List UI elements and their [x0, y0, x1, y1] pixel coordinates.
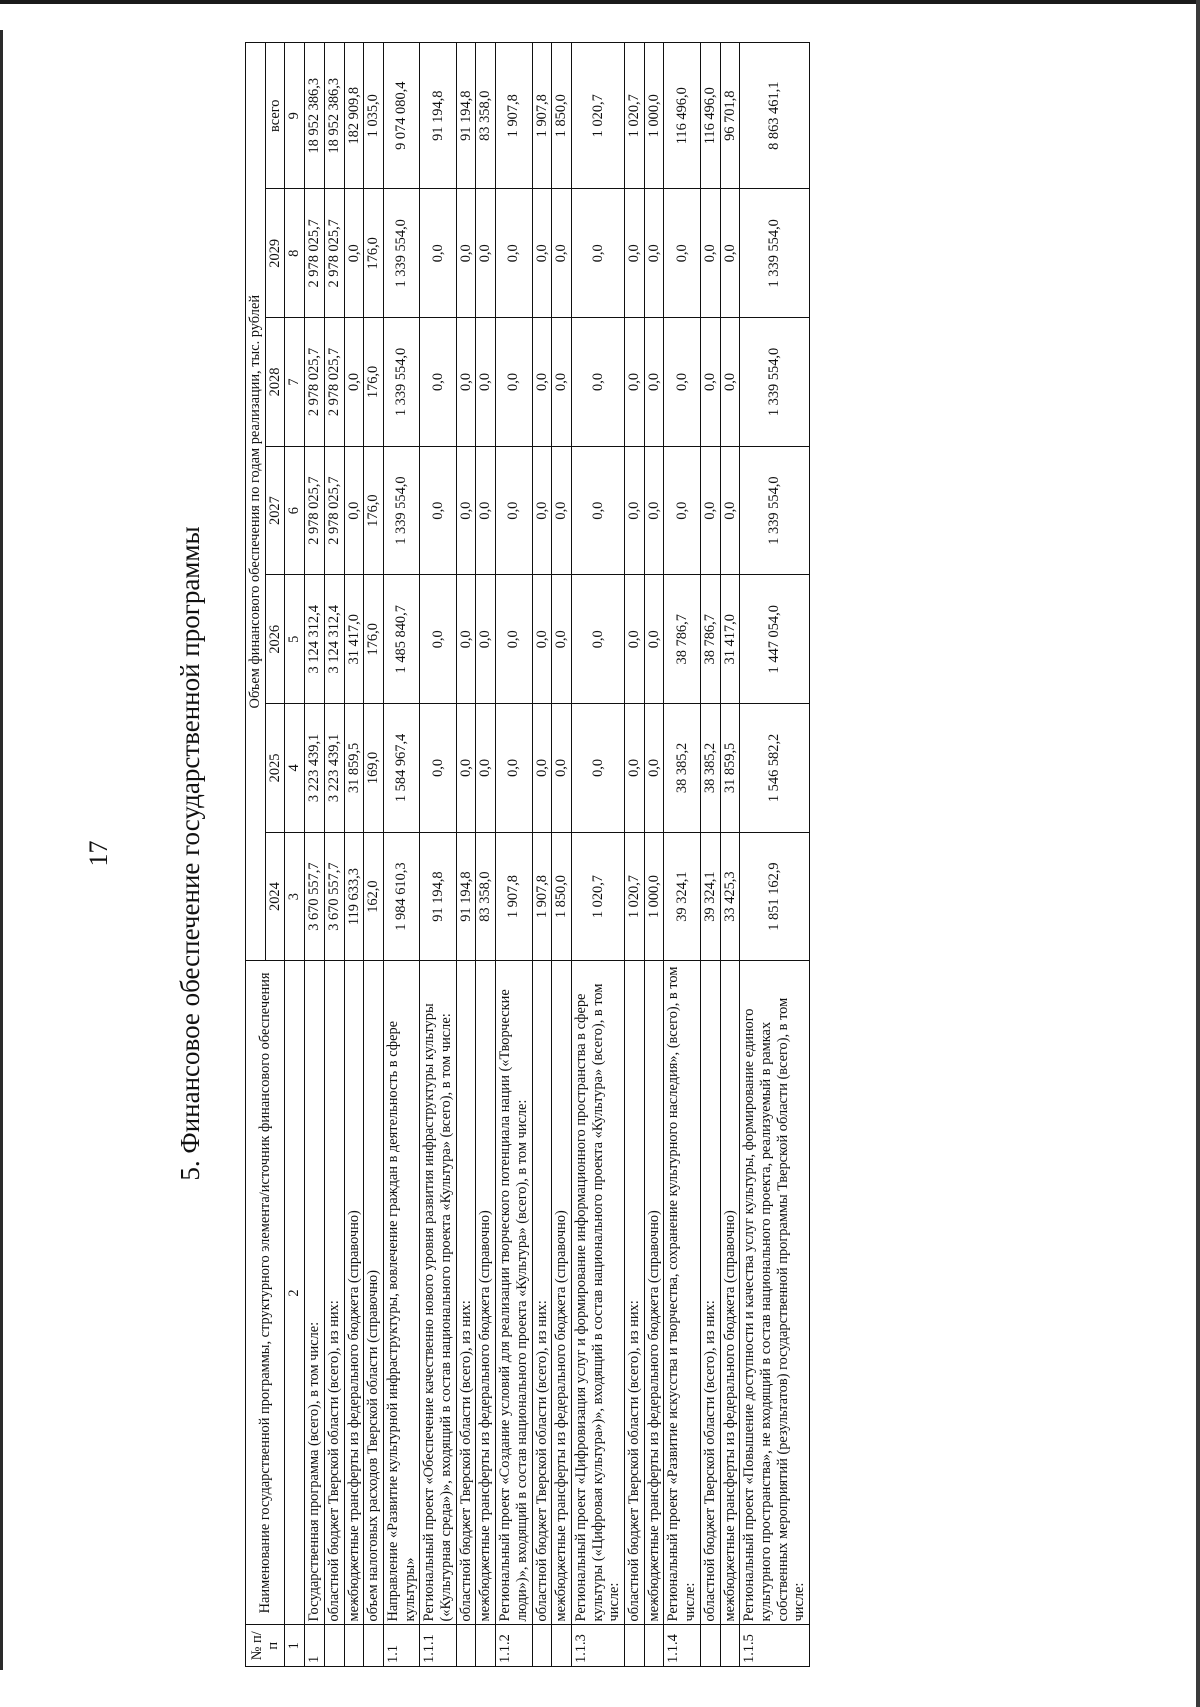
row-year-value: 0,0 — [420, 446, 456, 575]
row-year-value: 176,0 — [364, 189, 384, 318]
column-number: 1 — [285, 1625, 305, 1667]
table-row — [700, 43, 720, 1667]
row-number: 1 — [305, 1625, 325, 1667]
row-year-value: 0,0 — [720, 189, 740, 318]
column-number: 5 — [285, 575, 305, 704]
row-year-value: 0,0 — [571, 446, 624, 575]
row-year-value: 0,0 — [625, 189, 645, 318]
row-year-value: 0,0 — [700, 189, 720, 318]
row-year-value: 0,0 — [644, 446, 664, 575]
row-year-value: 2 978 025,7 — [324, 189, 344, 318]
row-number: 1.1.1 — [420, 1625, 456, 1667]
row-year-value: 162,0 — [364, 832, 384, 961]
header-funding-group: Объем финансового обеспечения по годам реализации, тыс. рублей — [246, 43, 266, 961]
section-title: 5. Финансовое обеспечение государственной программы — [175, 526, 205, 1181]
row-year-value: 0,0 — [700, 318, 720, 447]
row-total-value: 1 907,8 — [532, 43, 552, 189]
row-year-value: 1 447 054,0 — [740, 575, 810, 704]
row-name: Направление «Развитие культурной инфраструктуры, вовлечение граждан в деятельность в сфере культуры» — [383, 961, 419, 1625]
row-number: 1.1.5 — [740, 1625, 810, 1667]
row-total-value: 83 358,0 — [476, 43, 496, 189]
row-year-value: 0,0 — [720, 318, 740, 447]
row-year-value: 0,0 — [344, 318, 364, 447]
table-row — [625, 43, 645, 1667]
column-number: 7 — [285, 318, 305, 447]
table-row — [644, 43, 664, 1667]
row-year-value: 2 978 025,7 — [305, 318, 325, 447]
row-year-value: 3 124 312,4 — [305, 575, 325, 704]
row-name: Региональный проект «Развитие искусства и творчества, сохранение культурного наследия», (всего), в том числе: — [664, 961, 700, 1625]
row-year-value: 3 124 312,4 — [324, 575, 344, 704]
table-row — [364, 43, 384, 1667]
row-number: 1.1.2 — [496, 1625, 532, 1667]
row-number — [532, 1625, 552, 1667]
table-row — [456, 43, 476, 1667]
row-year-value: 1 907,8 — [496, 832, 532, 961]
row-year-value: 1 485 840,7 — [383, 575, 419, 704]
table-row — [383, 43, 419, 1667]
row-year-value: 0,0 — [456, 704, 476, 833]
column-number: 9 — [285, 43, 305, 189]
row-year-value: 33 425,3 — [720, 832, 740, 961]
row-year-value: 0,0 — [532, 704, 552, 833]
row-number — [644, 1625, 664, 1667]
row-year-value: 0,0 — [571, 318, 624, 447]
row-year-value: 1 339 554,0 — [740, 318, 810, 447]
row-name: областной бюджет Тверской области (всего), из них: — [532, 961, 552, 1625]
row-year-value: 176,0 — [364, 446, 384, 575]
table-row — [552, 43, 572, 1667]
row-year-value: 0,0 — [496, 318, 532, 447]
row-name: Региональный проект «Цифровизация услуг и формирование информационного пространства в сфере культуры («Цифровая культура»)», входящий в состав национального проекта «Культура» (всего), в том числе: — [571, 961, 624, 1625]
row-total-value: 182 909,8 — [344, 43, 364, 189]
row-year-value: 0,0 — [552, 575, 572, 704]
row-number: 1.1 — [383, 1625, 419, 1667]
row-year-value: 83 358,0 — [476, 832, 496, 961]
row-year-value: 0,0 — [496, 189, 532, 318]
table-row — [740, 43, 810, 1667]
header-year: 2026 — [265, 575, 285, 704]
row-year-value: 1 546 582,2 — [740, 704, 810, 833]
page-number: 17 — [84, 840, 113, 867]
row-year-value: 0,0 — [664, 318, 700, 447]
table-row — [496, 43, 532, 1667]
row-year-value: 119 633,3 — [344, 832, 364, 961]
row-total-value: 96 701,8 — [720, 43, 740, 189]
row-name: Региональный проект «Создание условий для реализации творческого потенциала нации («Творческие люди»)», входящий в состав национального проекта «Культура» (всего), в том числе: — [496, 961, 532, 1625]
row-name: объем налоговых расходов Тверской области (справочно) — [364, 961, 384, 1625]
row-total-value: 1 907,8 — [496, 43, 532, 189]
row-year-value: 3 223 439,1 — [305, 704, 325, 833]
row-year-value: 1 339 554,0 — [383, 189, 419, 318]
row-year-value: 3 223 439,1 — [324, 704, 344, 833]
row-year-value: 0,0 — [625, 704, 645, 833]
row-year-value: 1 020,7 — [625, 832, 645, 961]
row-number: 1.1.4 — [664, 1625, 700, 1667]
row-year-value: 31 417,0 — [720, 575, 740, 704]
row-year-value: 0,0 — [456, 575, 476, 704]
row-name: областной бюджет Тверской области (всего), из них: — [625, 961, 645, 1625]
row-year-value: 3 670 557,7 — [305, 832, 325, 961]
row-year-value: 31 417,0 — [344, 575, 364, 704]
row-number: 1.1.3 — [571, 1625, 624, 1667]
row-number — [364, 1625, 384, 1667]
row-name: межбюджетные трансферты из федерального бюджета (справочно) — [720, 961, 740, 1625]
row-year-value: 1 850,0 — [552, 832, 572, 961]
row-year-value: 1 339 554,0 — [383, 318, 419, 447]
row-year-value: 0,0 — [664, 446, 700, 575]
row-number — [720, 1625, 740, 1667]
table-row — [532, 43, 552, 1667]
row-year-value: 0,0 — [664, 189, 700, 318]
row-year-value: 38 786,7 — [700, 575, 720, 704]
row-year-value: 0,0 — [420, 575, 456, 704]
row-year-value: 0,0 — [571, 704, 624, 833]
row-year-value: 0,0 — [420, 189, 456, 318]
row-year-value: 0,0 — [625, 318, 645, 447]
row-year-value: 0,0 — [552, 318, 572, 447]
table-body — [285, 43, 810, 1667]
row-year-value: 0,0 — [476, 704, 496, 833]
row-year-value: 1 020,7 — [571, 832, 624, 961]
row-year-value: 2 978 025,7 — [324, 446, 344, 575]
row-year-value: 0,0 — [644, 189, 664, 318]
header-total: всего — [265, 43, 285, 189]
row-number — [476, 1625, 496, 1667]
row-total-value: 1 020,7 — [571, 43, 624, 189]
row-year-value: 0,0 — [344, 446, 364, 575]
row-name: Региональный проект «Повышение доступности и качества услуг культуры, формирование единого культурного пространства», не входящий в состав национального проекта, реализуемый в рамках собственных мероприятий (результатов) государственной программы Тверской области (всего), в том числе: — [740, 961, 810, 1625]
row-year-value: 0,0 — [625, 575, 645, 704]
table-row — [476, 43, 496, 1667]
row-year-value: 0,0 — [476, 575, 496, 704]
table-row — [571, 43, 624, 1667]
row-name: областной бюджет Тверской области (всего), из них: — [324, 961, 344, 1625]
column-number: 3 — [285, 832, 305, 961]
row-year-value: 1 339 554,0 — [740, 189, 810, 318]
row-number — [456, 1625, 476, 1667]
header-year: 2029 — [265, 189, 285, 318]
row-total-value: 8 863 461,1 — [740, 43, 810, 189]
row-year-value: 38 786,7 — [664, 575, 700, 704]
column-number: 8 — [285, 189, 305, 318]
row-year-value: 2 978 025,7 — [305, 446, 325, 575]
row-year-value: 91 194,8 — [456, 832, 476, 961]
row-year-value: 0,0 — [644, 318, 664, 447]
row-number — [625, 1625, 645, 1667]
row-year-value: 0,0 — [532, 575, 552, 704]
row-name: межбюджетные трансферты из федерального бюджета (справочно) — [552, 961, 572, 1625]
row-number — [344, 1625, 364, 1667]
row-year-value: 0,0 — [496, 575, 532, 704]
row-total-value: 18 952 386,3 — [324, 43, 344, 189]
row-number — [552, 1625, 572, 1667]
row-year-value: 31 859,5 — [344, 704, 364, 833]
column-number: 4 — [285, 704, 305, 833]
row-year-value: 39 324,1 — [700, 832, 720, 961]
row-year-value: 0,0 — [644, 575, 664, 704]
row-year-value: 0,0 — [644, 704, 664, 833]
row-year-value: 0,0 — [700, 446, 720, 575]
row-year-value: 2 978 025,7 — [324, 318, 344, 447]
row-name: межбюджетные трансферты из федерального бюджета (справочно) — [644, 961, 664, 1625]
row-year-value: 91 194,8 — [420, 832, 456, 961]
header-year: 2025 — [265, 704, 285, 833]
row-total-value: 9 074 080,4 — [383, 43, 419, 189]
row-year-value: 1 339 554,0 — [383, 446, 419, 575]
row-year-value: 0,0 — [476, 446, 496, 575]
row-year-value: 0,0 — [420, 704, 456, 833]
row-year-value: 0,0 — [476, 189, 496, 318]
row-year-value: 169,0 — [364, 704, 384, 833]
row-year-value: 39 324,1 — [664, 832, 700, 961]
row-total-value: 1 000,0 — [644, 43, 664, 189]
row-year-value: 0,0 — [496, 704, 532, 833]
row-number — [324, 1625, 344, 1667]
row-year-value: 0,0 — [476, 318, 496, 447]
row-total-value: 1 850,0 — [552, 43, 572, 189]
header-name: Наименование государственной программы, структурного элемента/источник финансового обеспечения — [246, 961, 285, 1625]
row-year-value: 0,0 — [532, 189, 552, 318]
row-year-value: 0,0 — [552, 446, 572, 575]
row-year-value: 0,0 — [552, 704, 572, 833]
row-year-value: 1 584 967,4 — [383, 704, 419, 833]
row-year-value: 1 339 554,0 — [740, 446, 810, 575]
table-row — [720, 43, 740, 1667]
header-year: 2024 — [265, 832, 285, 961]
row-total-value: 116 496,0 — [664, 43, 700, 189]
table-row — [344, 43, 364, 1667]
row-year-value: 1 000,0 — [644, 832, 664, 961]
header-year: 2028 — [265, 318, 285, 447]
row-year-value: 0,0 — [532, 318, 552, 447]
row-year-value: 0,0 — [720, 446, 740, 575]
row-total-value: 91 194,8 — [420, 43, 456, 189]
row-year-value: 38 385,2 — [700, 704, 720, 833]
row-year-value: 0,0 — [456, 189, 476, 318]
row-name: Региональный проект «Обеспечение качественно нового уровня развития инфраструктуры культуры («Культурная среда»)», входящий в состав национального проекта «Культура» (всего), в том числе: — [420, 961, 456, 1625]
row-year-value: 176,0 — [364, 575, 384, 704]
row-year-value: 1 907,8 — [532, 832, 552, 961]
table-row — [420, 43, 456, 1667]
row-number — [700, 1625, 720, 1667]
row-total-value: 1 035,0 — [364, 43, 384, 189]
row-year-value: 31 859,5 — [720, 704, 740, 833]
column-number-row — [285, 43, 305, 1667]
row-year-value: 38 385,2 — [664, 704, 700, 833]
row-year-value: 0,0 — [625, 446, 645, 575]
header-num: № п/п — [246, 1625, 285, 1667]
row-year-value: 0,0 — [344, 189, 364, 318]
row-year-value: 0,0 — [496, 446, 532, 575]
row-year-value: 0,0 — [552, 189, 572, 318]
row-year-value: 176,0 — [364, 318, 384, 447]
row-year-value: 0,0 — [571, 575, 624, 704]
row-name: областной бюджет Тверской области (всего), из них: — [456, 961, 476, 1625]
table-row — [305, 43, 325, 1667]
row-name: Государственная программа (всего), в том числе: — [305, 961, 325, 1625]
row-year-value: 1 851 162,9 — [740, 832, 810, 961]
row-total-value: 18 952 386,3 — [305, 43, 325, 189]
table-row — [664, 43, 700, 1667]
row-year-value: 0,0 — [532, 446, 552, 575]
row-year-value: 0,0 — [571, 189, 624, 318]
column-number: 6 — [285, 446, 305, 575]
row-name: межбюджетные трансферты из федерального бюджета (справочно) — [476, 961, 496, 1625]
row-year-value: 0,0 — [456, 318, 476, 447]
table-row — [324, 43, 344, 1667]
column-number: 2 — [285, 961, 305, 1625]
row-year-value: 0,0 — [456, 446, 476, 575]
row-year-value: 1 984 610,3 — [383, 832, 419, 961]
row-name: межбюджетные трансферты из федерального бюджета (справочно) — [344, 961, 364, 1625]
row-total-value: 91 194,8 — [456, 43, 476, 189]
row-year-value: 0,0 — [420, 318, 456, 447]
header-year: 2027 — [265, 446, 285, 575]
row-name: областной бюджет Тверской области (всего), из них: — [700, 961, 720, 1625]
row-year-value: 2 978 025,7 — [305, 189, 325, 318]
row-total-value: 116 496,0 — [700, 43, 720, 189]
financing-table — [245, 42, 810, 1667]
row-total-value: 1 020,7 — [625, 43, 645, 189]
row-year-value: 3 670 557,7 — [324, 832, 344, 961]
